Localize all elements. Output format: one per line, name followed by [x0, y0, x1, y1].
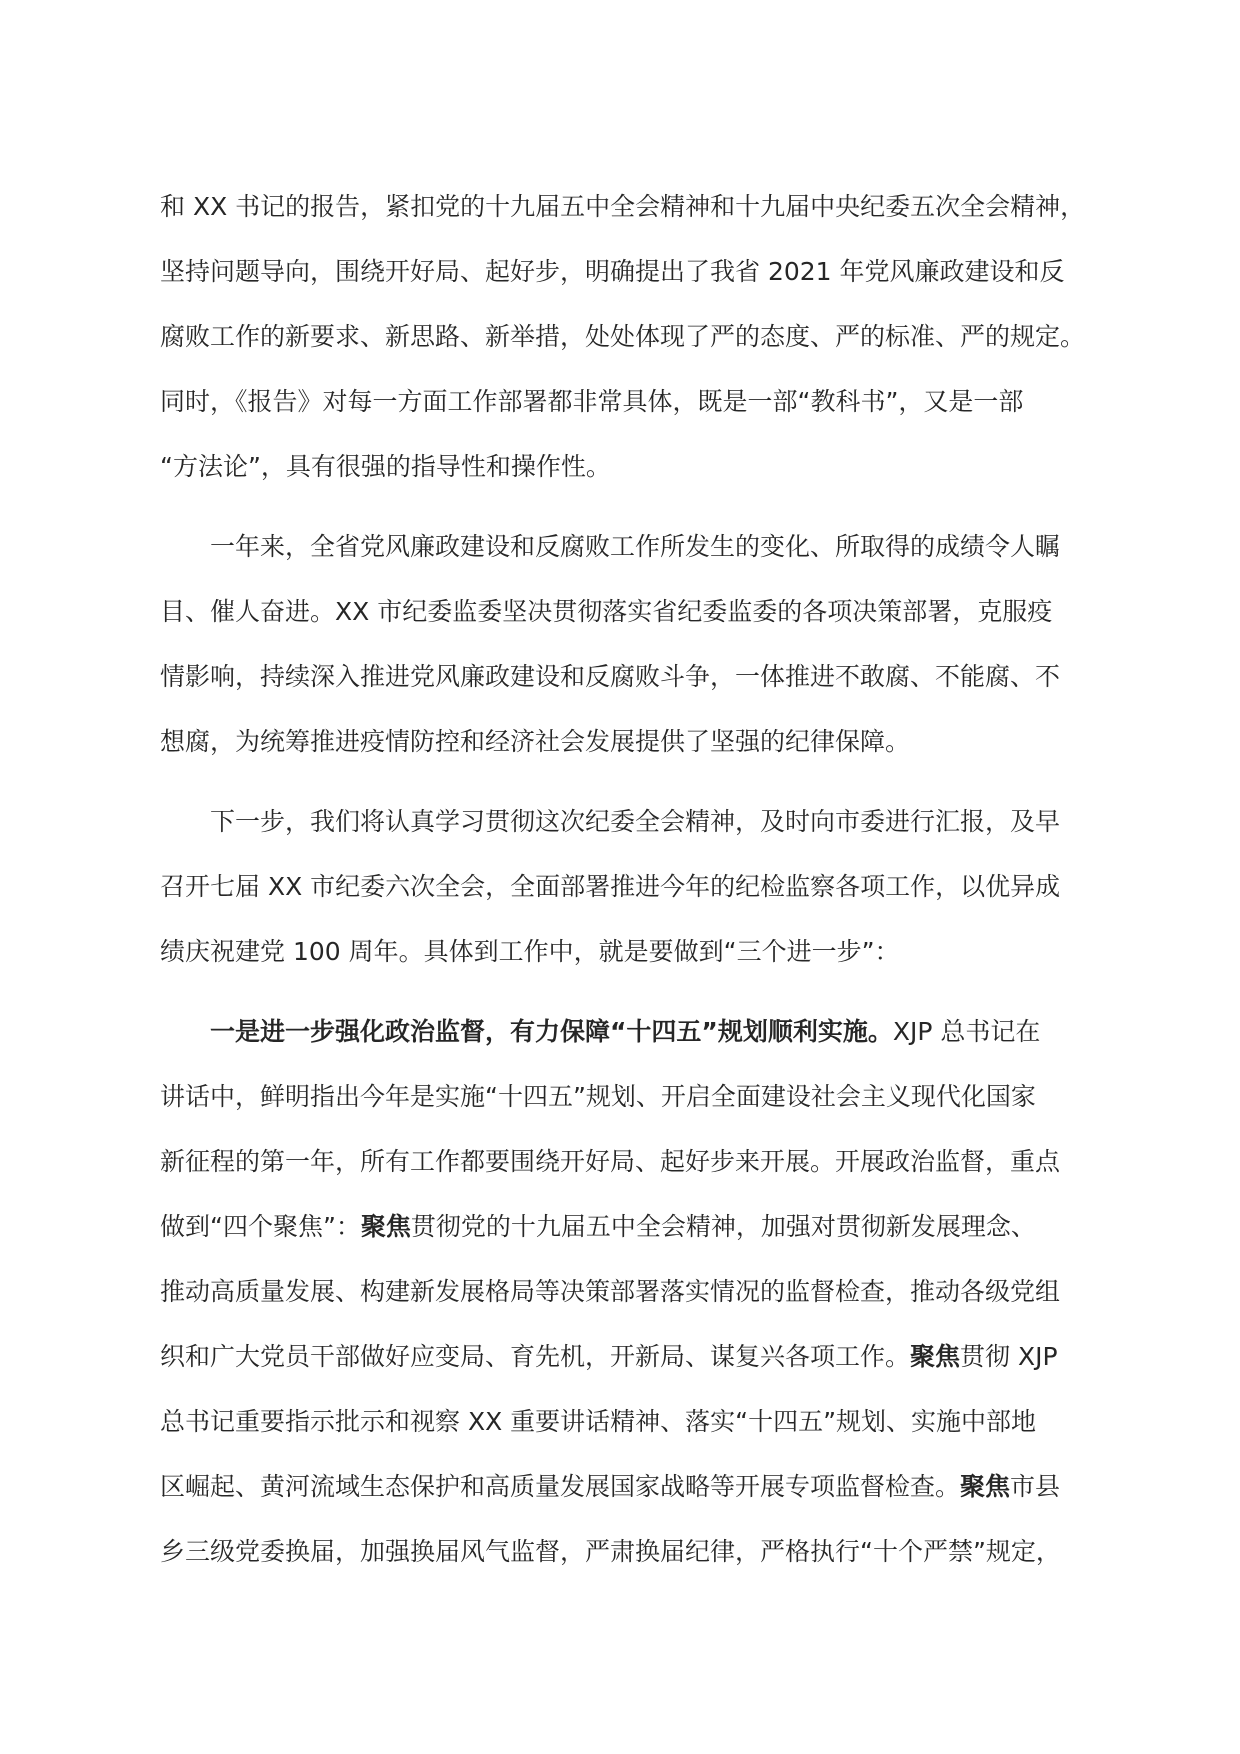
- text-line: [160, 1454, 1104, 1519]
- document-body: [160, 174, 1104, 1584]
- text-run: 同时，《报告》对每一方面工作部署都非常具体，既是一部“教科书”，又是一部: [160, 387, 1024, 416]
- text-run: 召开七届 XX 市纪委六次全会，全面部署推进今年的纪检监察各项工作，以优异成: [160, 872, 1061, 901]
- text-run: 情影响，持续深入推进党风廉政建设和反腐败斗争，一体推进不敢腐、不能腐、不: [160, 662, 1061, 691]
- text-line: [160, 1389, 1104, 1454]
- bold-text: 一是进一步强化政治监督，有力保障“十四五”规划顺利实施。: [210, 1017, 893, 1046]
- text-line: [160, 1064, 1104, 1129]
- paragraph-p4: [160, 999, 1104, 1584]
- text-run: 做到“四个聚焦”：: [160, 1212, 361, 1241]
- text-run: 坚持问题导向，围绕开好局、起好步，明确提出了我省 2021 年党风廉政建设和反: [160, 257, 1065, 286]
- text-line: [160, 854, 1104, 919]
- text-line: [160, 789, 1104, 854]
- text-run: 腐败工作的新要求、新思路、新举措，处处体现了严的态度、严的标准、严的规定。: [160, 322, 1086, 351]
- text-line: [160, 369, 1104, 434]
- text-run: 市县: [1010, 1472, 1061, 1501]
- bold-text: 聚焦: [910, 1342, 961, 1371]
- text-line: [160, 1324, 1104, 1389]
- text-run: 总书记重要指示批示和视察 XX 重要讲话精神、落实“十四五”规划、实施中部地: [160, 1407, 1037, 1436]
- text-line: [160, 514, 1104, 579]
- text-line: [160, 709, 1104, 774]
- text-run: 一年来，全省党风廉政建设和反腐败工作所发生的变化、所取得的成绩令人瞩: [210, 532, 1061, 561]
- text-run: 和 XX 书记的报告，紧扣党的十九届五中全会精神和十九届中央纪委五次全会精神，: [160, 192, 1086, 221]
- text-run: 乡三级党委换届，加强换届风气监督，严肃换届纪律，严格执行“十个严禁”规定，: [160, 1537, 1061, 1566]
- bold-text: 聚焦: [360, 1212, 411, 1241]
- text-line: [160, 1194, 1104, 1259]
- paragraph-p3: [160, 789, 1104, 984]
- text-line: [160, 579, 1104, 644]
- text-line: [160, 1129, 1104, 1194]
- text-run: 贯彻 XJP: [960, 1342, 1058, 1371]
- text-line: [160, 999, 1104, 1064]
- text-line: [160, 1259, 1104, 1324]
- text-run: XJP 总书记在: [892, 1017, 1041, 1046]
- text-run: 想腐，为统筹推进疫情防控和经济社会发展提供了坚强的纪律保障。: [160, 727, 911, 756]
- text-run: 目、催人奋进。XX 市纪委监委坚决贯彻落实省纪委监委的各项决策部署，克服疫: [160, 597, 1053, 626]
- text-run: 推动高质量发展、构建新发展格局等决策部署落实情况的监督检查，推动各级党组: [160, 1277, 1061, 1306]
- text-line: [160, 919, 1104, 984]
- text-run: 贯彻党的十九届五中全会精神，加强对贯彻新发展理念、: [410, 1212, 1036, 1241]
- text-run: 讲话中，鲜明指出今年是实施“十四五”规划、开启全面建设社会主义现代化国家: [160, 1082, 1036, 1111]
- text-line: [160, 434, 1104, 499]
- text-run: 下一步，我们将认真学习贯彻这次纪委全会精神，及时向市委进行汇报，及早: [210, 807, 1061, 836]
- text-line: [160, 644, 1104, 709]
- text-run: 绩庆祝建党 100 周年。具体到工作中，就是要做到“三个进一步”：: [160, 937, 900, 966]
- paragraph-p2: [160, 514, 1104, 774]
- text-line: [160, 239, 1104, 304]
- text-run: 新征程的第一年，所有工作都要围绕开好局、起好步来开展。开展政治监督，重点: [160, 1147, 1061, 1176]
- paragraph-p1: [160, 174, 1104, 499]
- bold-text: 聚焦: [960, 1472, 1011, 1501]
- text-run: 织和广大党员干部做好应变局、育先机，开新局、谋复兴各项工作。: [160, 1342, 911, 1371]
- text-line: [160, 174, 1104, 239]
- text-line: [160, 1519, 1104, 1584]
- text-run: “方法论”，具有很强的指导性和操作性。: [160, 452, 611, 481]
- text-line: [160, 304, 1104, 369]
- text-run: 区崛起、黄河流域生态保护和高质量发展国家战略等开展专项监督检查。: [160, 1472, 961, 1501]
